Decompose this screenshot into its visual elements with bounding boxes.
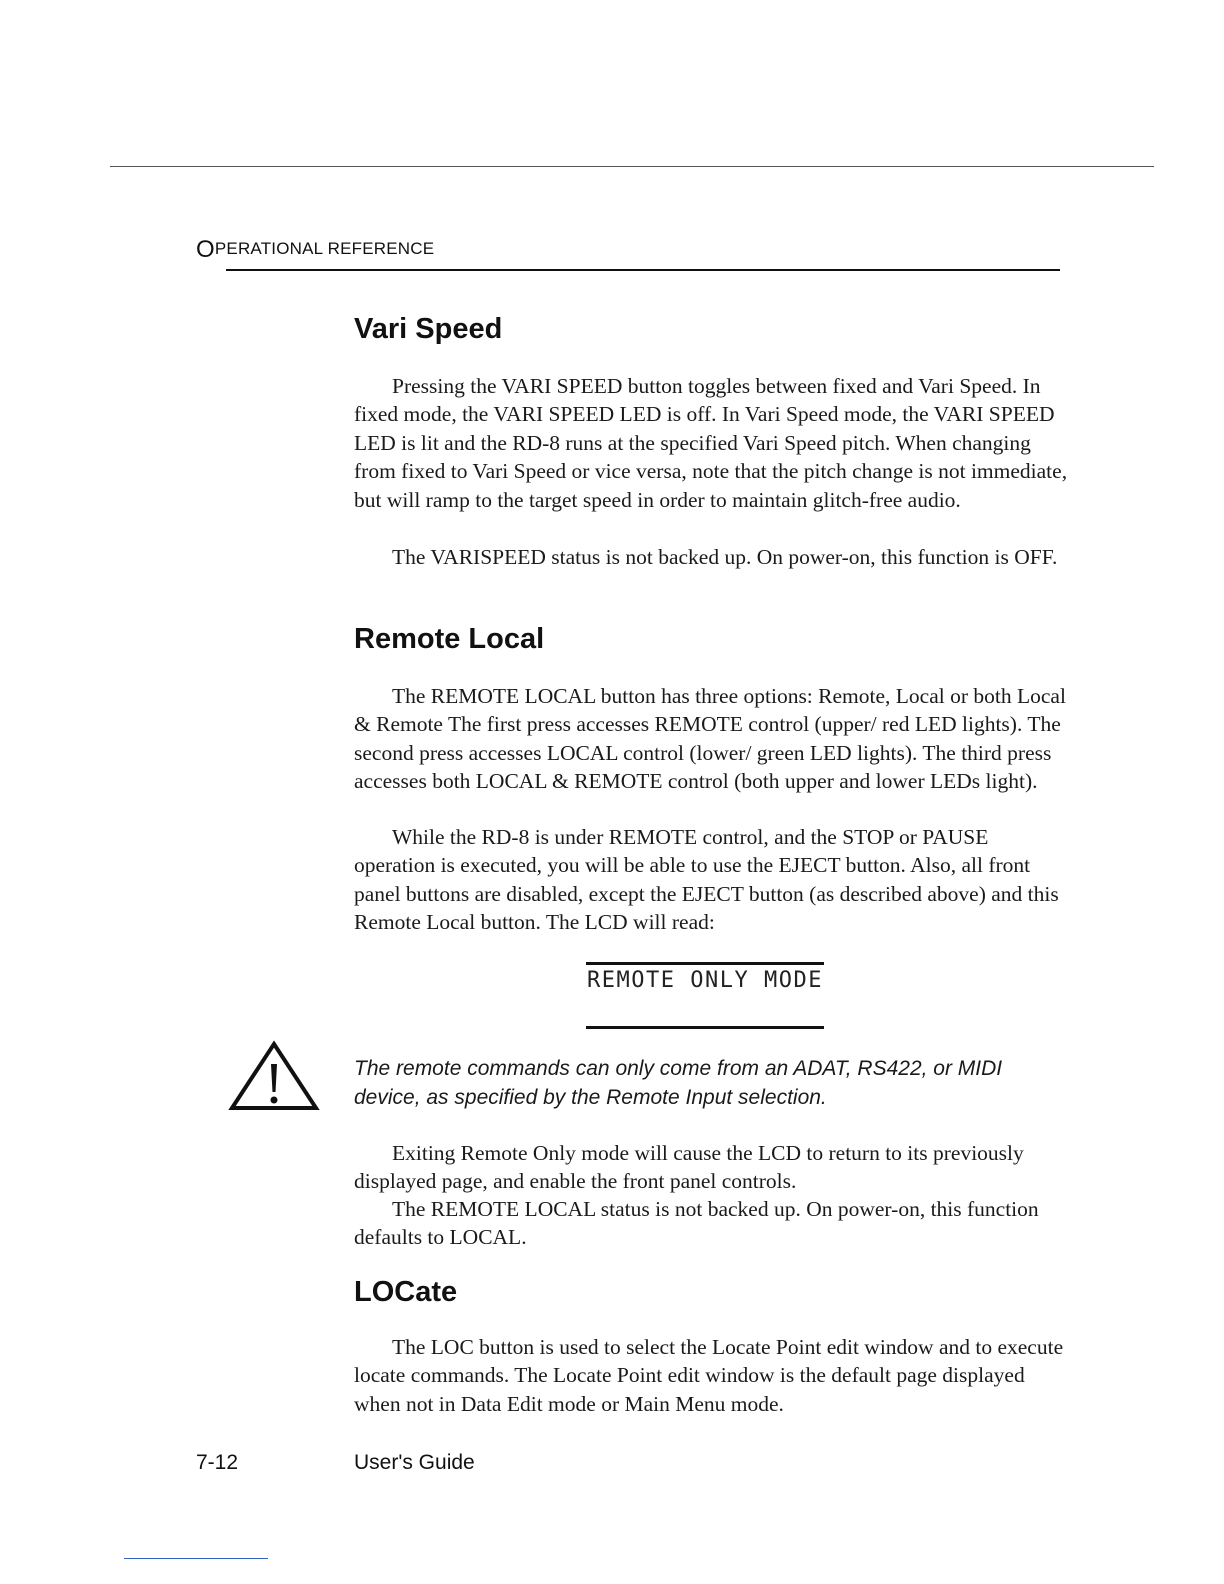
warning-triangle-icon: [228, 1040, 320, 1112]
vari-speed-paragraph-1-text: Pressing the VARI SPEED button toggles between fixed and Vari Speed. In fixed mode, the VARI SPEED LED is off. In Vari Speed mode, the VARI SPEED LED is lit and the RD-8 runs at the specified Vari Speed pitch. When changing from fixed to Vari Speed or vice versa, note that the pitch change is not immediate, but will ramp to the target speed in order to maintain glitch-free audio.: [354, 374, 1068, 512]
remote-local-paragraph-1-text: The REMOTE LOCAL button has three options: Remote, Local or both Local & Remote The first press accesses REMOTE control (upper/ red LED lights). The second press accesses LOCAL control (lower/ green LED lights). The third press accesses both LOCAL & REMOTE control (both upper and lower LEDs light).: [354, 684, 1066, 794]
lcd-text: REMOTE ONLY MODE: [587, 968, 823, 993]
remote-local-paragraph-2-text: While the RD-8 is under REMOTE control, and the STOP or PAUSE operation is executed, you will be able to use the EJECT button. Also, all front panel buttons are disabled, except the EJECT button (as described above) and this Remote Local button. The LCD will read:: [354, 825, 1059, 935]
top-rule: [110, 166, 1154, 167]
remote-local-paragraph-4-text: The REMOTE LOCAL status is not backed up. On power-on, this function defaults to LOCAL.: [354, 1197, 1039, 1250]
header-text: PERATIONAL REFERENCE: [214, 239, 435, 258]
vari-speed-paragraph-2: [354, 543, 1069, 571]
locate-paragraph-1-text: The LOC button is used to select the Locate Point edit window and to execute locate commands. The Locate Point edit window is the default page displayed when not in Data Edit mode or Main Menu mode.: [354, 1335, 1064, 1416]
vari-speed-paragraph-1: [354, 372, 1069, 514]
section-title-locate: LOCate: [354, 1276, 458, 1308]
lcd-display: [586, 962, 824, 1032]
section-title-remote-local: Remote Local: [354, 623, 545, 655]
section-title-vari-speed: Vari Speed: [354, 313, 503, 345]
page-number: 7-12: [196, 1451, 239, 1474]
header-rule: [226, 269, 1060, 271]
locate-paragraph-1: [354, 1333, 1069, 1418]
vari-speed-paragraph-2-text: The VARISPEED status is not backed up. On power-on, this function is OFF.: [392, 545, 1058, 569]
remote-local-paragraph-3: [354, 1139, 1069, 1196]
lcd-bottom-rule: [586, 1026, 824, 1029]
remote-local-paragraph-2: [354, 823, 1069, 937]
remote-local-paragraph-4: [354, 1195, 1069, 1252]
footer-guide-title: User's Guide: [354, 1451, 475, 1474]
bottom-edge-mark: [124, 1558, 268, 1559]
header-initial: O: [196, 236, 215, 263]
lcd-top-rule: [586, 962, 824, 965]
remote-local-paragraph-1: [354, 682, 1069, 796]
remote-local-paragraph-3-text: Exiting Remote Only mode will cause the LCD to return to its previously displayed page, and enable the front panel controls.: [354, 1141, 1024, 1194]
warning-note: The remote commands can only come from an ADAT, RS422, or MIDI device, as specified by the Remote Input selection.: [354, 1057, 1003, 1109]
running-header: [196, 236, 434, 264]
